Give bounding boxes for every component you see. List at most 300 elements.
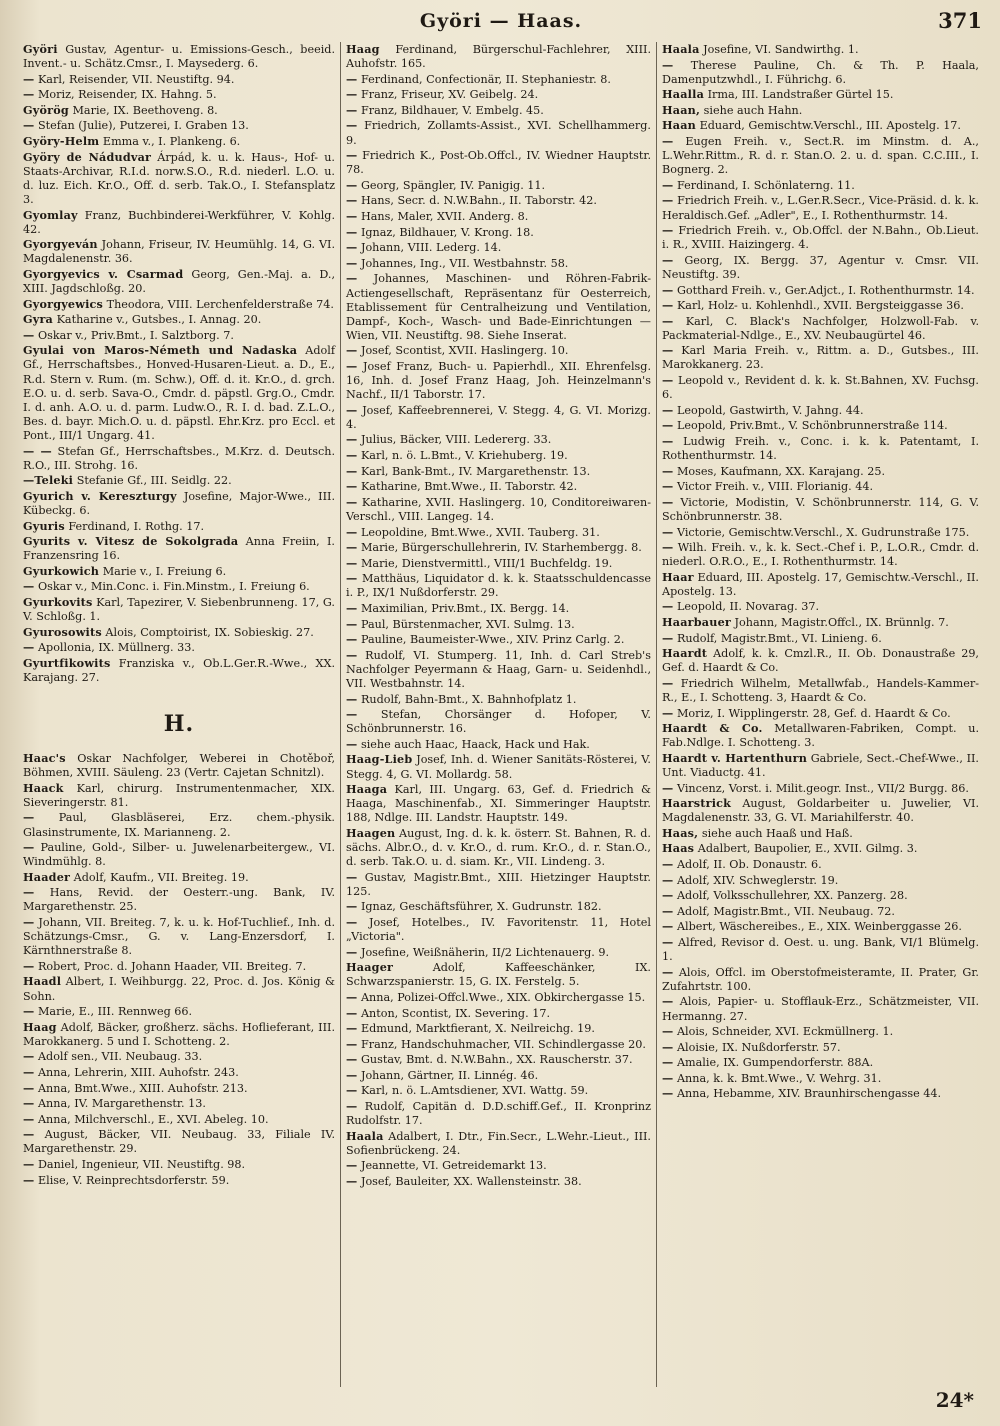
entry-text: Hans, Maler, XVII. Anderg. 8. [360,210,529,224]
entry-text: Emma v., I. Plankeng. 6. [102,135,241,149]
column-1 [18,42,340,1387]
entry-text: Ferdinand, Bürgerschul-Fachlehrer, XIII. Auhofstr. 165. [346,43,651,71]
directory-entry [346,1174,651,1189]
directory-entry [346,225,651,240]
directory-entry [662,796,979,825]
directory-entry [346,271,651,342]
entry-name: Haala [346,1128,384,1143]
entry-name: Haala [662,42,700,56]
directory-entry [23,1096,335,1111]
entry-text: Franziska v., Ob.L.Ger.R.-Wwe., XX. Karajang. 27. [23,656,336,684]
entry-name: — [346,1021,358,1036]
directory-entry [23,72,335,87]
directory-entry [23,534,335,563]
directory-entry [662,298,979,313]
directory-entry [662,570,979,599]
entry-name: — [662,888,674,903]
entry-text: Johann, Gärtner, II. Linnég. 46. [360,1068,539,1082]
entry-text: Ignaz, Geschäftsführer, X. Gudrunstr. 182. [360,900,602,914]
entry-text: Adolf, Volksschullehrer, XX. Panzerg. 28. [676,889,908,903]
entry-name: — [662,252,674,267]
entry-name: — [662,433,674,448]
entry-name: Haan, [662,102,701,117]
entry-text: Karl Maria Freih. v., Rittm. a. D., Gutsbes., III. Marokkanerg. 23. [662,344,979,372]
entry-text: Josef, Bauleiter, XX. Wallensteinstr. 38. [360,1175,582,1189]
entry-name: — [346,148,358,163]
directory-entry [23,640,335,655]
directory-entry [662,615,979,630]
entry-text: Robert, Proc. d. Johann Haader, VII. Breiteg. 7. [37,959,307,973]
directory-entry [346,359,651,402]
entry-text: Rudolf, Magistr.Bmt., VI. Linieng. 6. [676,631,882,645]
entry-text: Friedrich Wilhelm, Metallwfab., Handels-Kammer-R., E., I. Schotteng. 3, Haardt & Co. [662,676,979,705]
entry-name: — [346,647,358,662]
entry-name: — [23,1127,35,1142]
entry-name: — [346,1052,358,1067]
directory-entry [23,870,335,885]
directory-entry [346,540,651,555]
entry-name: — [23,1096,35,1111]
entry-text: Victorie, Gemischtw.Verschl., X. Gudrunstraße 175. [676,525,970,539]
entry-name: — [346,1174,358,1189]
entry-text: Alois, Schneider, XVI. Eckmüllnerg. 1. [676,1025,894,1039]
entry-name: — [23,640,35,655]
entry-text: Hans, Revid. der Oesterr.-ung. Bank, IV. Margarethenstr. 25. [23,886,335,914]
entry-text: Adalbert, Baupolier, E., XVII. Gilmg. 3. [697,842,918,856]
entry-text: Alois, Papier- u. Stofflauk-Erz., Schätzmeister, VII. Hermanng. 27. [662,995,979,1023]
entry-name: — [662,1055,674,1070]
entry-name: — [346,224,358,239]
entry-name: — [662,193,674,208]
entry-text: Rudolf, Bahn-Bmt., X. Bahnhofplatz 1. [360,692,577,706]
column-3 [656,42,984,1387]
entry-name: — [346,869,358,884]
entry-name: — [23,885,35,900]
entry-text: Moriz, I. Wipplingerstr. 28, Gef. d. Haardt & Co. [676,706,951,720]
entry-name: Haardt v. Hartenthurn [662,750,808,765]
entry-name: — [662,223,674,238]
entry-text: siehe auch Haac, Haack, Hack und Hak. [360,737,590,751]
entry-text: Irma, III. Landstraßer Gürtel 15. [707,88,894,102]
entry-text: August, Bäcker, VII. Neubaug. 33, Filiale IV. Margarethenstr. 29. [23,1128,335,1156]
entry-name: Haaga [346,782,388,797]
entry-name: Haager [346,960,394,975]
entry-text: Friedrich Freih. v., L.Ger.R.Secr., Vice-Präsid. d. k. k. Heraldisch.Gef. „Adler", E., I. Rothenthurmstr. 14. [662,194,979,222]
entry-text: Leopold, Gastwirth, V. Jahng. 44. [676,403,864,417]
entry-text: Georg, IX. Bergg. 37, Agentur v. Cmsr. VII. Neustiftg. 39. [662,253,979,281]
directory-entry [662,283,979,298]
directory-entry [662,134,979,177]
entry-text: Moses, Kaufmann, XX. Karajang. 25. [676,464,886,478]
directory-entry [346,103,651,118]
entry-name: — [346,540,358,555]
entry-text: Theodora, VIII. Lerchenfelderstraße 74. [106,297,334,311]
entry-name: — [346,118,358,133]
entry-text: Vincenz, Vorst. i. Milit.geogr. Inst., VII/2 Burgg. 86. [676,781,969,795]
directory-entry [662,873,979,888]
directory-entry [346,960,651,989]
directory-entry [662,676,979,705]
directory-entry [346,148,651,177]
directory-entry [662,781,979,796]
entry-text: Karl, Tapezirer, V. Siebenbrunneng. 17, G. V. Schloßg. 1. [23,595,335,624]
entry-name: — [662,1086,674,1101]
directory-entry [23,595,335,624]
entry-text: Georg, Gen.-Maj. a. D., XIII. Jagdschloßg. 20. [23,267,335,295]
entry-name: — [662,857,674,872]
running-title: Györi — Haas. [419,10,583,32]
entry-text: Eugen Freih. v., Sect.R. im Minstm. d. A., L.Wehr.Rittm., R. d. r. Stan.O. 2. u. d. span. C.C.III., I. Bognerg. 2. [662,135,979,177]
entry-text: Leopold v., Revident d. k. k. St.Bahnen, XV. Fuchsg. 6. [662,374,979,402]
entry-text: Moriz, Reisender, IX. Hahng. 5. [37,88,217,102]
entry-text: Gustav, Magistr.Bmt., XIII. Hietzinger Hauptstr. 125. [346,870,651,898]
directory-entry [23,328,335,343]
entry-name: — [346,240,358,255]
directory-entry [346,1052,651,1067]
directory-entry [346,193,651,208]
entry-text: Adolf, II. Ob. Donaustr. 6. [676,858,822,872]
entry-text: Edmund, Marktfierant, X. Neilreichg. 19. [360,1022,595,1036]
directory-entry [23,150,335,207]
entry-text: Alois, Offcl. im Oberstofmeisteramte, II. Prater, Gr. Zufahrtstr. 100. [662,965,979,993]
entry-text: Friedrich Freih. v., Ob.Offcl. der N.Bahn., Ob.Lieut. i. R., XVIII. Haizingerg. 4. [662,224,979,252]
entry-name: — [23,1049,35,1064]
section-heading: H. [163,711,195,738]
entry-name: — [662,599,674,614]
entry-text: Gustav, Bmt. d. N.W.Bahn., XX. Rauscherstr. 37. [360,1053,633,1067]
entry-text: Alois, Comptoirist, IX. Sobieskig. 27. [105,625,314,639]
entry-text: Wilh. Freih. v., k. k. Sect.-Chef i. P., L.O.R., Cmdr. d. niederl. O.R.O., E., I. Rothenthurmstr. 14. [662,541,980,569]
directory-entry [346,87,651,102]
entry-text: Gotthard Freih. v., Ger.Adjct., I. Rothenthurmstr. 14. [676,283,975,297]
directory-entry [23,1081,335,1096]
entry-text: Anna, k. k. Bmt.Wwe., V. Wehrg. 31. [676,1071,882,1085]
entry-name: Haarbauer [662,615,731,630]
entry-text: Eduard, Gemischtw.Verschl., III. Apostelg. 17. [699,119,961,133]
column-2 [340,42,656,1387]
directory-entry [23,237,335,266]
entry-name: — [23,1111,35,1126]
entry-text: Árpád, k. u. k. Haus-, Hof- u. Staats-Archivar, R.I.d. norw.S.O., R.d. niederl. L.O. u. d. luz. Eich. Kr.O., Off. d. serb. Tak.O., I. Stefansplatz 3. [23,150,335,206]
directory-entry [23,1127,335,1156]
entry-name: Haadl [23,974,62,989]
entry-text: Johannes, Ing., VII. Westbahnstr. 58. [360,256,569,270]
directory-entry [346,571,651,600]
directory-entry [23,840,335,869]
directory-entry [662,857,979,872]
entry-name: — [346,494,358,509]
entry-text: Johannes, Maschinen- und Röhren-Fabrik-Actiengesellschaft, Repräsentanz für Oesterreich, Etablissement für Centralheizung und Ventilation, Dampf-, Koch-, Wasch- und Bade-Einrichtungen — Wien, VII. Neustiftg. 98. Siehe Inserat. [346,272,651,342]
entry-name: — [662,479,674,494]
entry-text: Friedrich, Zollamts-Assist., XVI. Schellhammerg. 9. [346,119,651,147]
directory-entry [346,72,651,87]
directory-entry [662,58,979,87]
directory-entry [662,965,979,994]
entry-name: — [23,579,35,594]
directory-entry [23,312,335,327]
entry-name: Haack [23,780,64,795]
entry-name: Gyorgyeván [23,237,98,252]
entry-name: — [662,463,674,478]
entry-text: Karl, Reisender, VII. Neustiftg. 94. [37,72,235,86]
entry-text: Adolf sen., VII. Neubaug. 33. [37,1050,203,1064]
directory-entry [23,974,335,1003]
directory-entry [346,737,651,752]
directory-entry [346,1068,651,1083]
entry-text: Ferdinand, I. Rothg. 17. [68,519,205,533]
entry-text: Ferdinand, I. Schönlaterng. 11. [676,178,855,192]
directory-entry [662,1024,979,1039]
entry-text: Franz, Buchbinderei-Werkführer, V. Kohlg. 42. [23,208,335,236]
entry-name: — [662,134,674,149]
entry-name: Gyorgyevics v. Csarmad [23,266,184,281]
entry-name: — [23,1157,35,1172]
entry-name: — [346,479,358,494]
directory-entry [23,564,335,579]
directory-entry [662,540,979,569]
entry-text: Karl, n. ö. L.Bmt., V. Kriehuberg. 19. [360,449,568,463]
entry-name: — [23,1065,35,1079]
entry-text: Georg, Spängler, IV. Panigig. 11. [360,178,546,192]
directory-entry [662,373,979,402]
entry-name: Györög [23,102,69,117]
entry-text: Anna, Polizei-Offcl.Wwe., XIX. Obkirchergasse 15. [360,990,646,1004]
entry-name: — [23,958,35,973]
entry-text: Katharine, XVII. Haslingerg. 10, Conditoreiwaren-Verschl., VIII. Langeg. 14. [346,495,651,523]
entry-text: Gustav, Agentur- u. Emissions-Gesch., beeid. Invent.- u. Schätz.Cmsr., I. Maysederg. 6. [23,43,336,71]
entry-name: — [346,358,358,373]
entry-name: — [662,705,674,720]
entry-name: — [346,524,358,539]
directory-entry [346,915,651,944]
entry-text: Julius, Bäcker, VIII. Ledererg. 33. [360,433,552,447]
directory-entry [23,297,335,312]
entry-text: Elise, V. Reinprechtsdorferstr. 59. [37,1173,230,1187]
entry-text: Josefine, VI. Sandwirthg. 1. [703,43,859,56]
entry-name: — [346,448,358,463]
directory-entry [662,434,979,463]
entry-text: Pauline, Baumeister-Wwe., XIV. Prinz Carlg. 2. [360,633,625,647]
directory-entry [23,1020,335,1049]
directory-entry [662,904,979,919]
entry-text: Alfred, Revisor d. Oest. u. ung. Bank, VI/1 Blümelg. 1. [662,936,979,964]
directory-entry [346,1037,651,1052]
entry-name: — [346,71,358,86]
entry-text: Adolf, k. k. Cmzl.R., II. Ob. Donaustraße 29, Gef. d. Haardt & Co. [662,647,979,675]
entry-name: — [662,675,674,690]
directory-entry [23,134,335,149]
entry-name: —Teleki [23,473,74,488]
directory-entry [662,935,979,964]
entry-name: Györi [23,42,58,56]
entry-name: — [346,1083,358,1098]
entry-name: — [23,87,35,102]
entry-name: — [346,193,358,208]
directory-entry [662,919,979,934]
entry-text: Adolf, Magistr.Bmt., VII. Neubaug. 72. [676,904,895,918]
entry-name: — [346,899,358,914]
entry-text: Karl, chirurg. Instrumentenmacher, XIX. Sieveringerstr. 81. [23,781,335,809]
entry-name: — [346,914,358,929]
entry-text: Anna, IV. Margarethenstr. 13. [37,1097,206,1111]
entry-text: Josef Franz, Buch- u. Papierhdl., XII. Ehrenfelsg. 16, Inh. d. Josef Franz Haag, Joh. Heinzelmann's Nachf., II/1 Taborstr. 17. [346,359,651,402]
entry-name: Gyurich v. Kereszturgy [23,488,177,503]
entry-text: Franz, Friseur, XV. Geibelg. 24. [360,88,539,102]
entry-text: Ignaz, Bildhauer, V. Krong. 18. [360,225,534,239]
directory-entry [346,556,651,571]
directory-entry [346,525,651,540]
directory-entry [23,444,335,473]
entry-name: — [346,707,358,722]
directory-entry [662,464,979,479]
directory-entry [346,752,651,781]
entry-name: — [346,944,358,959]
entry-name: Györy-Helm [23,134,100,149]
entry-text: Daniel, Ingenieur, VII. Neustiftg. 98. [37,1158,246,1172]
entry-text: Karl, Holz- u. Kohlenhdl., XVII. Bergsteiggasse 36. [676,299,964,313]
entry-text: Katharine, Bmt.Wwe., II. Taborstr. 42. [360,480,578,494]
entry-text: Paul, Bürstenmacher, XVI. Sulmg. 13. [360,617,575,631]
entry-text: Adolf, Kaffeeschänker, IX. Schwarzspanierstr. 15, G. IX. Ferstelg. 5. [346,961,651,989]
entry-text: Josef, Inh. d. Wiener Sanitäts-Rösterei, V. Stegg. 4, G. VI. Mollardg. 58. [346,753,651,781]
directory-entry [23,1157,335,1172]
directory-entry [346,448,651,463]
directory-entry [662,403,979,418]
entry-text: Stefan, Chorsänger d. Hofoper, V. Schönbrunnerstr. 16. [346,708,651,736]
entry-name: — [23,810,35,825]
directory-entry [23,1173,335,1188]
directory-entry [662,314,979,343]
entry-name: — [662,630,674,645]
entry-name: — [662,872,674,887]
directory-entry [662,223,979,252]
entry-name: — [662,780,674,795]
directory-entry [662,178,979,193]
entry-name: Haan [662,118,697,133]
entry-name: Haardt & Co. [662,721,763,736]
directory-entry [23,473,335,488]
entry-name: Gyra [23,312,53,327]
entry-name: — [346,1099,358,1114]
directory-entry [662,103,979,118]
entry-text: Therese Pauline, Ch. & Th. P. Haala, Damenputzwhdl., I. Führichg. 6. [662,58,979,86]
entry-text: Gabriele, Sect.-Chef-Wwe., II. Unt. Viaductg. 41. [662,751,979,779]
directory-entry [346,990,651,1005]
entry-text: Leopoldine, Bmt.Wwe., XVII. Tauberg. 31. [360,525,600,539]
entry-text: Adolf Gf., Herrschaftsbes., Honved-Husaren-Lieut. a. D., E., R.d. Stern v. Rum. (m. Schw.), Off. d. it. Kr.O., d. grch. E.O. u. d. serb. Sava-O., Cmdr. d. päpstl. Grg.O., Cmdr. I. d. anh. A.O. u. d. parm. Ludw.O., R. I. d. bad. Z.L.O., Bes. d. bayr. Mich.O. u. d. päpstl. Ehr.Krz. pro Eccl. et Pont., III/1 Ungarg. 41. [23,344,335,442]
entry-text: Johann, Friseur, IV. Heumühlg. 14, G. VI. Magdalenenstr. 36. [23,238,335,266]
entry-text: Josef, Hotelbes., IV. Favoritenstr. 11, Hotel „Victoria". [346,915,651,944]
directory-entry [346,464,651,479]
entry-text: Matthäus, Liquidator d. k. k. Staatsschuldencasse i. P., IX/1 Nußdorferstr. 29. [346,572,651,600]
page-header [20,8,982,38]
entry-name: — — [23,443,52,458]
entry-text: Hans, Secr. d. N.W.Bahn., II. Taborstr. 42. [360,194,597,208]
entry-text: Friedrich K., Post-Ob.Offcl., IV. Wiedner Hauptstr. 78. [346,149,652,177]
entry-name: Gyuris [23,518,65,533]
entry-name: Györy de Nádudvar [23,149,152,164]
directory-entry [346,1099,651,1128]
directory-entry [346,118,651,147]
entry-name: — [346,402,358,417]
directory-entry [23,489,335,518]
entry-text: siehe auch Haaß und Haß. [701,826,853,840]
entry-name: — [346,102,358,117]
entry-text: Marie v., I. Freiung 6. [102,564,227,578]
entry-text: Aloisie, IX. Nußdorferstr. 57. [676,1040,841,1054]
entry-name: — [23,915,35,930]
entry-name: Haarstrick [662,796,732,811]
entry-name: — [662,540,674,555]
directory-entry [23,885,335,914]
directory-entry [23,959,335,974]
entry-name: — [346,87,358,102]
entry-text: Eduard, III. Apostelg. 17, Gemischtw.-Verschl., II. Apostelg. 13. [662,570,979,598]
entry-name: — [346,255,358,270]
directory-entry [346,343,651,358]
entry-text: Franz, Bildhauer, V. Embelg. 45. [360,103,544,117]
entry-name: — [23,1172,35,1187]
entry-text: Adolf, Bäcker, großherz. sächs. Hoflieferant, III. Marokkanerg. 5 und I. Schotteng. 2. [23,1020,335,1048]
directory-entry [346,692,651,707]
entry-name: — [662,919,674,934]
directory-entry [23,208,335,237]
entry-name: — [346,616,358,631]
directory-entry [662,118,979,133]
entry-name: — [662,373,674,388]
directory-entry [662,888,979,903]
entry-text: Josef, Scontist, XVII. Haslingerg. 10. [360,344,569,358]
entry-text: Stefan Gf., Herrschaftsbes., M.Krz. d. Deutsch. R.O., III. Strohg. 16. [23,444,336,472]
directory-entry [346,826,651,869]
directory-entry [662,1086,979,1101]
entry-name: — [346,271,358,286]
directory-entry [23,42,335,71]
directory-entry [662,751,979,780]
entry-name: — [346,989,358,1004]
entry-text: Karl, Bank-Bmt., IV. Margarethenstr. 13. [360,464,591,478]
directory-entry [23,1065,335,1080]
directory-entry [23,751,335,780]
directory-entry [23,1049,335,1064]
directory-entry [662,343,979,372]
directory-entry [346,178,651,193]
directory-entry [23,781,335,810]
entry-name: — [23,71,35,86]
directory-entry [346,899,651,914]
entry-name: — [23,1080,35,1095]
entry-text: Anna, Milchverschl., E., XVI. Abeleg. 10. [37,1112,269,1126]
entry-text: Josef, Kaffeebrennerei, V. Stegg. 4, G. VI. Morizg. 4. [346,403,651,431]
directory-entry [346,1083,651,1098]
directory-entry [346,42,651,71]
entry-name: Haag-Lieb [346,752,413,767]
entry-text: Adolf, XIV. Schweglerstr. 19. [676,873,839,887]
entry-text: Stefan (Julie), Putzerei, I. Graben 13. [37,119,249,133]
directory-entry [23,1112,335,1127]
entry-text: Karl, III. Ungarg. 63, Gef. d. Friedrich & Haaga, Maschinenfab., XI. Simmeringer Hauptstr. 188, Ndlge. III. Landstr. Hauptstr. 149. [346,783,651,825]
directory-entry [662,706,979,721]
entry-text: Johann, VIII. Lederg. 14. [360,241,502,255]
entry-text: Karl, C. Black's Nachfolger, Holzwoll-Fab. v. Packmaterial-Ndlge., E., XV. Neubaugürtel 46. [662,314,979,342]
entry-name: — [23,840,35,855]
entry-name: — [662,1024,674,1039]
directory-entry [346,1129,651,1158]
entry-name: — [23,1004,35,1019]
directory-entry [662,646,979,675]
entry-name: Haac's [23,751,66,766]
directory-entry [346,1006,651,1021]
